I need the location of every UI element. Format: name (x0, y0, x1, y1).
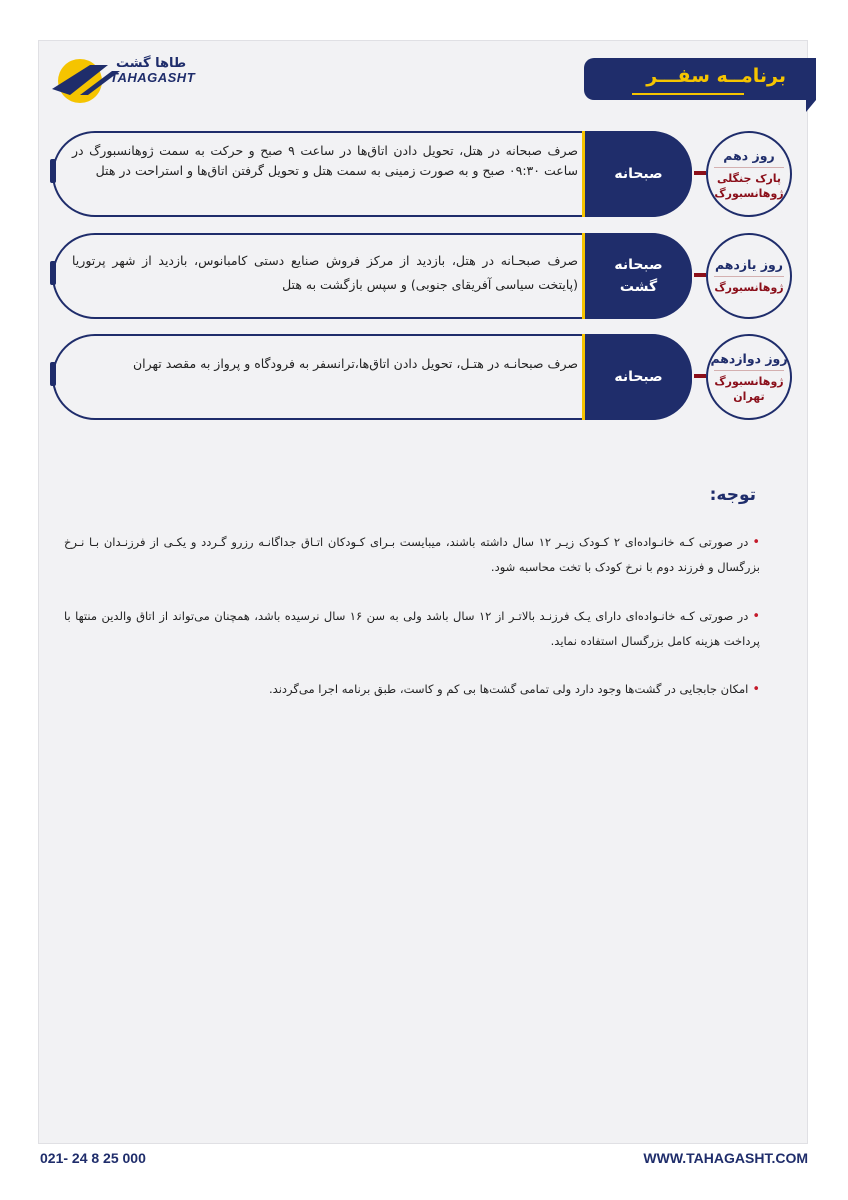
bullet-icon: • (752, 535, 760, 550)
day-separator (714, 167, 784, 168)
day-circle (706, 334, 792, 420)
note-item (64, 604, 760, 653)
page-title: برنامــه سفـــر (646, 65, 786, 87)
title-underline (632, 93, 744, 95)
bullet-icon: • (752, 682, 760, 697)
description-tab-marker (50, 159, 56, 183)
note-text: امکان جابجایی در گشت‌ها وجود دارد ولی تمامی گشت‌ها بی کم و کاست، طبق برنامه اجرا می‌گردند. (269, 682, 749, 696)
meal-block (582, 233, 692, 319)
day-label: روز دوازدهم (710, 350, 788, 366)
day-description: صرف صبحانـه در هتـل، تحویل دادن اتاق‌ها،ترانسفر به فرودگاه و پرواز به مقصد تهران (132, 356, 578, 371)
day-description: صرف صبحـانه در هتل، بازدید از مرکز فروش صنایع دستی کامبانوس، بازدید از شهر پرتوریا (پایتخت سیاسی آفریقای جنوبی) و سپس بازگشت به هتل (72, 253, 578, 292)
note-text: در صورتی کـه خانـواده‌ای دارای یـک فرزنـد بالاتـر از ۱۲ سال باشد ولی به سن ۱۶ سال نرسیده باشد، همچنان می‌تواند از اتاق والدین منتها با پرداخت هزینه کامل بزرگسال استفاده نماید. (64, 609, 760, 648)
meal-block (582, 131, 692, 217)
connector-line (694, 171, 706, 175)
connector-line (694, 273, 706, 277)
day-row (52, 131, 794, 217)
logo-persian-text: طاها گشت (116, 56, 187, 71)
description-tab-marker (50, 362, 56, 386)
note-text: در صورتی کـه خانـواده‌ای ۲ کـودک زیـر ۱۲ سال داشته باشند، میبایست بـرای کـودکان اتـاق جداگانـه رزرو گـردد و یکـی از فرزنـدان بـا نـرخ بزرگسال و فرزند دوم با نرخ کودک با تخت محاسبه شود. (64, 535, 760, 574)
meal-label: صبحانه (614, 166, 663, 182)
day-place: ژوهانسبورگ (714, 281, 784, 294)
notes-heading: توجه: (709, 485, 756, 505)
connector-line (694, 374, 706, 378)
day-description: صرف صبحانه در هتل، تحویل دادن اتاق‌ها در ساعت ۹ صبح و حرکت به سمت ژوهانسبورگ در ساعت ۰۹:۳۰ صبح و به صورت زمینی به سمت هتل و تحویل گرفتن اتاق‌ها و استراحت در هتل (72, 143, 578, 178)
day-circle (706, 233, 792, 319)
meal-block (582, 334, 692, 420)
meal-label: صبحانه گشت (614, 257, 663, 295)
bullet-icon: • (752, 609, 760, 624)
day-separator (714, 276, 784, 277)
note-item (64, 677, 760, 702)
day-label: روز یازدهم (715, 257, 783, 272)
day-place: ژوهانسبورگ تهران (714, 374, 784, 403)
day-label: روز دهم (723, 147, 775, 163)
note-item (64, 530, 760, 579)
day-row (52, 334, 794, 420)
day-row (52, 233, 794, 319)
meal-label: صبحانه (614, 369, 663, 385)
logo-english-text: TAHAGASHT (110, 70, 196, 85)
description-tab-marker (50, 261, 56, 285)
day-place: پارک جنگلی ژوهانسبورگ (714, 171, 784, 200)
footer-website-link[interactable]: WWW.TAHAGASHT.COM (643, 1150, 808, 1166)
day-circle (706, 131, 792, 217)
day-separator (714, 370, 784, 371)
footer-phone: 021- 24 8 25 000 (40, 1150, 146, 1166)
